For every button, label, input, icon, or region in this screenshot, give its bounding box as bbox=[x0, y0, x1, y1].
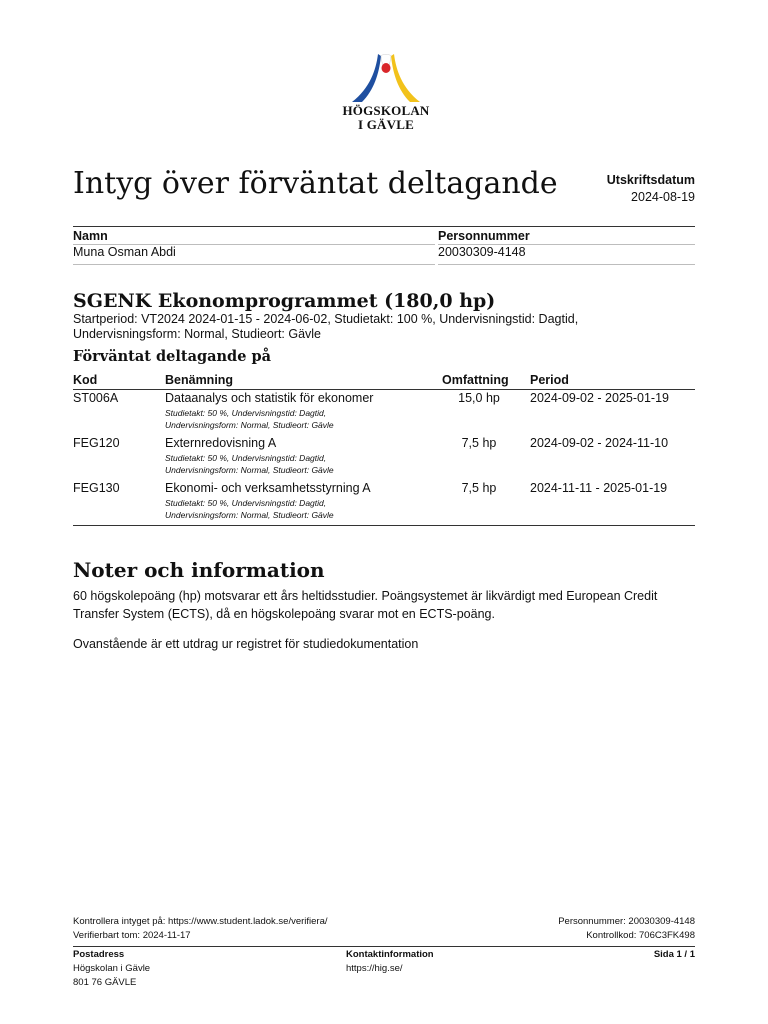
course-details: Undervisningsform: Normal, Studieort: Gävle bbox=[165, 510, 334, 520]
program-description-line: Undervisningsform: Normal, Studieort: Gävle bbox=[73, 327, 322, 341]
column-header-period: Period bbox=[530, 373, 569, 387]
course-details: Studietakt: 50 %, Undervisningstid: Dagtid, bbox=[165, 453, 327, 463]
course-name: Dataanalys och statistik för ekonomer bbox=[165, 391, 374, 405]
print-date-label: Utskriftsdatum bbox=[606, 173, 695, 187]
print-date-value: 2024-08-19 bbox=[631, 190, 695, 204]
logo-text-line2: I GÄVLE bbox=[358, 117, 414, 132]
course-code: FEG130 bbox=[73, 481, 120, 495]
divider bbox=[73, 226, 695, 227]
verify-link-text: Kontrollera intyget på: https://www.student.ladok.se/verifiera/ bbox=[73, 916, 328, 927]
course-code: FEG120 bbox=[73, 436, 120, 450]
notes-heading: Noter och information bbox=[73, 558, 325, 582]
column-header-name: Benämning bbox=[165, 373, 234, 387]
expected-participation-heading: Förväntat deltagande på bbox=[73, 348, 272, 365]
column-header-scope: Omfattning bbox=[442, 373, 509, 387]
notes-line: 60 högskolepoäng (hp) motsvarar ett års heltidsstudier. Poängsystemet är likvärdigt med European Credit bbox=[73, 589, 658, 603]
course-period: 2024-11-11 - 2025-01-19 bbox=[530, 481, 668, 495]
program-description bbox=[73, 312, 673, 342]
course-period: 2024-09-02 - 2024-11-10 bbox=[530, 436, 669, 450]
student-name: Muna Osman Abdi bbox=[73, 245, 176, 259]
control-code: Kontrollkod: 706C3FK498 bbox=[586, 930, 695, 941]
postal-address-label: Postadress bbox=[73, 949, 125, 960]
contact-info-label: Kontaktinformation bbox=[346, 949, 434, 960]
course-name: Ekonomi- och verksamhetsstyrning A bbox=[165, 481, 371, 495]
postal-address-line: Högskolan i Gävle bbox=[73, 963, 151, 974]
course-name-block bbox=[165, 391, 373, 431]
postal-address-line: 801 76 GÄVLE bbox=[73, 977, 137, 988]
course-scope: 7,5 hp bbox=[461, 436, 497, 450]
course-details: Undervisningsform: Normal, Studieort: Gävle bbox=[165, 465, 334, 475]
notes-line: Transfer System (ECTS), då en högskolepoäng svarar mot en ECTS-poäng. bbox=[73, 607, 495, 621]
university-emblem-icon bbox=[348, 52, 424, 104]
page-number: Sida 1 / 1 bbox=[653, 949, 695, 960]
course-details: Undervisningsform: Normal, Studieort: Gävle bbox=[165, 420, 334, 430]
divider bbox=[73, 946, 695, 947]
personnummer-value: 20030309-4148 bbox=[438, 245, 526, 259]
university-logo bbox=[338, 52, 434, 132]
course-scope: 7,5 hp bbox=[461, 481, 497, 495]
footer-personnummer: Personnummer: 20030309-4148 bbox=[558, 916, 695, 927]
course-details: Studietakt: 50 %, Undervisningstid: Dagtid, bbox=[165, 408, 327, 418]
personnummer-label: Personnummer bbox=[438, 229, 530, 243]
page-title: Intyg över förväntat deltagande bbox=[73, 166, 558, 201]
course-period: 2024-09-02 - 2025-01-19 bbox=[530, 391, 669, 405]
logo-text-line1: HÖGSKOLAN bbox=[342, 103, 430, 118]
course-name: Externredovisning A bbox=[165, 436, 277, 450]
print-date-block bbox=[607, 172, 695, 206]
course-code: ST006A bbox=[73, 391, 119, 405]
verifiable-until: Verifierbart tom: 2024-11-17 bbox=[73, 930, 191, 941]
notes-paragraph: Ovanstående är ett utdrag ur registret för studiedokumentation bbox=[73, 637, 419, 651]
divider bbox=[73, 264, 435, 265]
course-name-block bbox=[165, 436, 334, 476]
divider bbox=[438, 264, 695, 265]
contact-url[interactable]: https://hig.se/ bbox=[346, 963, 403, 974]
program-description-line: Startperiod: VT2024 2024-01-15 - 2024-06-02, Studietakt: 100 %, Undervisningstid: Dagtid, bbox=[73, 312, 579, 326]
column-header-code: Kod bbox=[73, 373, 98, 387]
course-details: Studietakt: 50 %, Undervisningstid: Dagtid, bbox=[165, 498, 327, 508]
course-name-block bbox=[165, 481, 371, 521]
course-scope: 15,0 hp bbox=[458, 391, 500, 405]
notes-paragraph bbox=[73, 587, 693, 623]
divider bbox=[73, 525, 695, 526]
name-label: Namn bbox=[73, 229, 108, 243]
divider bbox=[73, 389, 695, 390]
program-title: SGENK Ekonomprogrammet (180,0 hp) bbox=[73, 290, 496, 312]
